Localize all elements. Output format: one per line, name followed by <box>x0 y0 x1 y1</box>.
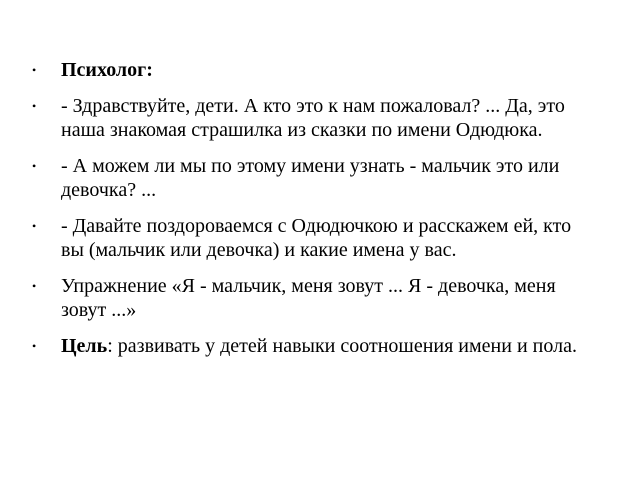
bullet-icon: • <box>32 339 37 353</box>
list-item <box>32 94 592 142</box>
bullet-icon: • <box>32 219 37 233</box>
bullet-icon: • <box>32 279 37 293</box>
exercise-text: Упражнение «Я - мальчик, меня зовут ... Я - девочка, меня зовут ...» <box>61 275 556 321</box>
list-item <box>32 154 592 202</box>
speaker-label: Психолог: <box>61 59 153 81</box>
bullet-list <box>32 58 592 370</box>
item-text: - А можем ли мы по этому имени узнать - мальчик это или девочка? ... <box>61 155 560 201</box>
list-item <box>32 214 592 262</box>
item-text: - Здравствуйте, дети. А кто это к нам пожаловал? ... Да, это наша знакомая страшилка из сказки по имени Одюдюка. <box>61 95 565 141</box>
bullet-icon: • <box>32 159 37 173</box>
list-item <box>32 58 592 82</box>
goal-text: : развивать у детей навыки соотношения имени и пола. <box>107 335 577 357</box>
bullet-icon: • <box>32 63 37 77</box>
bullet-icon: • <box>32 99 37 113</box>
list-item <box>32 334 592 358</box>
goal-label: Цель <box>61 335 108 357</box>
list-item <box>32 274 592 322</box>
item-text: - Давайте поздороваемся с Одюдючкою и расскажем ей, кто вы (мальчик или девочка) и какие имена у вас. <box>61 215 572 261</box>
